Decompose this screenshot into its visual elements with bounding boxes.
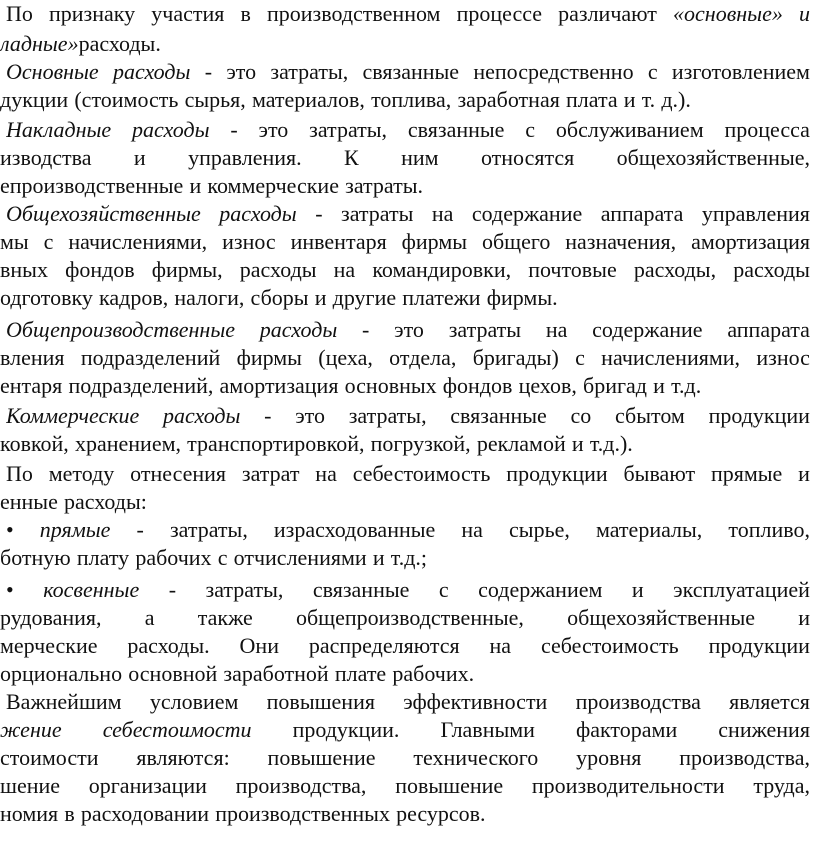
word: топливо, <box>728 517 810 542</box>
word: производительности <box>531 773 725 798</box>
italic-term: расходы <box>219 201 297 226</box>
word: также <box>197 605 253 630</box>
word: продукции <box>708 633 810 658</box>
word: Главными <box>440 717 535 742</box>
word: на <box>431 201 454 226</box>
word: затраты, <box>205 577 284 602</box>
word: затрат <box>241 461 300 486</box>
word: стоимости <box>0 745 99 770</box>
word: условием <box>149 689 239 714</box>
word: бригады) <box>472 345 559 370</box>
word: процессе <box>456 1 543 26</box>
word: и <box>631 577 644 602</box>
word: расходы. <box>78 31 161 56</box>
word: это <box>226 59 257 84</box>
word: производственных <box>215 801 390 826</box>
word: затраты, <box>270 59 349 84</box>
word: и <box>314 285 327 310</box>
word: подразделений <box>80 345 221 370</box>
word: и <box>798 461 810 486</box>
word: производства <box>575 689 701 714</box>
word: почтовые <box>528 257 617 282</box>
word: затраты <box>448 317 522 342</box>
italic-term: косвенные <box>43 577 140 602</box>
word: сбытом <box>615 403 685 428</box>
word: связанные <box>407 117 505 142</box>
word: снижения <box>718 717 810 742</box>
word: труда, <box>753 773 810 798</box>
word: расходы <box>239 257 317 282</box>
text-line <box>0 632 810 660</box>
word: - <box>168 577 177 602</box>
word: затраты, <box>169 517 248 542</box>
text-line <box>0 772 810 800</box>
word: производства, <box>235 773 367 798</box>
word: вления <box>0 345 65 370</box>
word: связанные <box>450 403 547 428</box>
word: непосредственно <box>473 59 634 84</box>
word: продукции. <box>292 717 400 742</box>
word: продукции <box>708 403 810 428</box>
word: плату <box>76 545 130 570</box>
word: назначения, <box>565 229 677 254</box>
word: и <box>798 605 810 630</box>
text-line <box>0 604 810 632</box>
word: дукции <box>0 87 69 112</box>
word: уровня <box>576 745 642 770</box>
word: командировки, <box>372 257 512 282</box>
word: затраты <box>341 201 414 226</box>
italic-term: расходы <box>112 59 191 84</box>
word: затраты. <box>345 173 423 198</box>
word: это <box>295 403 325 428</box>
word: на <box>333 257 356 282</box>
word: хранением, <box>74 431 182 456</box>
word: начислениями, <box>68 229 208 254</box>
word: затраты, <box>309 117 388 142</box>
word: различают <box>558 1 657 26</box>
word: (стоимость <box>74 87 179 112</box>
word: сырья, <box>184 87 246 112</box>
word: отнесения <box>130 461 227 486</box>
word: а <box>144 605 155 630</box>
word: производственном <box>266 1 441 26</box>
word: отчислениями <box>233 545 367 570</box>
word: в <box>240 1 251 26</box>
word: методу <box>48 461 115 486</box>
italic-term: Общепроизводственные <box>6 317 236 342</box>
word: на <box>489 633 512 658</box>
word: - <box>315 201 323 226</box>
text-line <box>0 660 474 688</box>
word: плате <box>334 661 387 686</box>
text-line <box>6 200 810 228</box>
word: факторами <box>576 717 678 742</box>
word: содержание <box>592 317 703 342</box>
word: расходы. <box>127 633 210 658</box>
word: общепроизводственные, <box>295 605 524 630</box>
word: повышение <box>267 745 376 770</box>
word: расходы, <box>633 257 717 282</box>
italic-term: прямые <box>39 517 111 542</box>
italic-term: Коммерческие <box>6 403 140 428</box>
word: рекламой <box>476 431 566 456</box>
word: мы <box>0 229 29 254</box>
word: организации <box>88 773 207 798</box>
word: топлива, <box>371 87 452 112</box>
word: платежи <box>402 285 481 310</box>
text-line <box>0 86 691 114</box>
word: бывают <box>623 461 696 486</box>
word: фирмы. <box>486 285 558 310</box>
text-line <box>0 30 161 58</box>
word: налоги, <box>174 285 245 310</box>
text-line <box>0 800 486 828</box>
italic-term: расходы <box>132 117 210 142</box>
word: изводства <box>0 145 92 170</box>
word: с <box>43 229 54 254</box>
word: обслуживанием <box>555 117 704 142</box>
text-line <box>0 372 701 400</box>
word: продукции <box>506 461 608 486</box>
word: на <box>315 461 337 486</box>
text-line <box>0 344 810 372</box>
word: и <box>571 431 584 456</box>
word: заработная <box>457 87 560 112</box>
italic-term: расходы <box>259 317 338 342</box>
word: со <box>570 403 592 428</box>
word: являются: <box>136 745 230 770</box>
word: По <box>6 461 33 486</box>
word: орционально <box>0 661 123 686</box>
word: амортизация <box>691 229 810 254</box>
word: в <box>64 801 75 826</box>
text-line <box>0 716 810 744</box>
word: фирмы, <box>151 257 223 282</box>
word: другие <box>332 285 397 310</box>
word: общехозяйственные <box>567 605 755 630</box>
word: Они <box>239 633 279 658</box>
word: процесса <box>724 117 810 142</box>
word: это <box>258 117 289 142</box>
word: т.д. <box>671 373 702 398</box>
word: с <box>575 345 585 370</box>
word: и <box>653 373 665 398</box>
word: основных <box>344 373 437 398</box>
word: связанные <box>362 59 460 84</box>
word: мерческие <box>0 633 98 658</box>
word: ним <box>401 145 439 170</box>
text-line <box>0 228 810 256</box>
word: фондов <box>65 257 135 282</box>
text-line <box>0 172 423 200</box>
word: коммерческие <box>207 173 339 198</box>
italic-term: и <box>798 1 810 26</box>
text-line <box>0 256 810 284</box>
word: одготовку <box>0 285 93 310</box>
word: износ <box>222 229 276 254</box>
word: износ <box>756 345 810 370</box>
word: енные <box>0 489 58 514</box>
word: начислениями, <box>601 345 741 370</box>
word: заработной <box>223 661 329 686</box>
word: амортизация <box>219 373 339 398</box>
word: К <box>344 145 359 170</box>
word: транспортировкой, <box>187 431 365 456</box>
word: ботную <box>0 545 71 570</box>
word: на <box>461 517 483 542</box>
word: израсходованные <box>273 517 436 542</box>
word: связанные <box>312 577 410 602</box>
word: материалов, <box>251 87 365 112</box>
word: производства, <box>679 745 810 770</box>
word: кадров, <box>99 285 169 310</box>
word: фирмы <box>236 345 302 370</box>
text-line <box>0 544 427 572</box>
word: содержанием <box>478 577 603 602</box>
word: материалы, <box>595 517 703 542</box>
word: номия <box>0 801 59 826</box>
text-line <box>0 744 810 772</box>
word: рудования, <box>0 605 102 630</box>
word: является <box>729 689 810 714</box>
text-line <box>6 460 810 488</box>
word: общехозяйственные, <box>616 145 810 170</box>
word: • <box>6 517 14 542</box>
text-line <box>6 516 810 544</box>
text-line <box>0 430 633 458</box>
text-line <box>6 402 810 430</box>
word: с <box>217 545 228 570</box>
word: это <box>394 317 424 342</box>
word: аппарата <box>727 317 810 342</box>
word: распределяются <box>308 633 460 658</box>
word: основной <box>128 661 218 686</box>
italic-term: себестоимости <box>102 717 252 742</box>
text-line <box>6 116 810 144</box>
word: погрузкой, <box>370 431 471 456</box>
word: эффективности <box>403 689 548 714</box>
word: на <box>545 317 568 342</box>
word: т. <box>641 87 656 112</box>
italic-term: ладные» <box>0 31 79 56</box>
word: управления <box>701 201 810 226</box>
word: плата <box>566 87 618 112</box>
text-line <box>6 688 810 716</box>
italic-term: Общехозяйственные <box>6 201 201 226</box>
word: сборы <box>250 285 309 310</box>
word: инвентаря <box>290 229 387 254</box>
text-line <box>6 0 810 28</box>
word: По <box>6 1 33 26</box>
text-line <box>0 284 558 312</box>
word: сырье, <box>509 517 570 542</box>
word: вных <box>0 257 48 282</box>
italic-term: Основные <box>6 59 99 84</box>
word: - <box>230 117 238 142</box>
text-line <box>6 576 810 604</box>
italic-term: жение <box>0 717 62 742</box>
word: т.д.; <box>390 545 428 570</box>
word: рабочих <box>135 545 212 570</box>
word: Важнейшим <box>6 689 122 714</box>
text-line <box>0 488 147 516</box>
word: с <box>647 59 658 84</box>
italic-term: расходы <box>163 403 241 428</box>
word: отдела, <box>389 345 457 370</box>
word: - <box>136 517 144 542</box>
word: - <box>204 59 213 84</box>
word: изготовлением <box>671 59 810 84</box>
word: повышение <box>395 773 504 798</box>
word: эксплуатацией <box>673 577 810 602</box>
word: и <box>372 545 385 570</box>
word: цехов, <box>518 373 577 398</box>
word: затраты, <box>348 403 427 428</box>
word: себестоимость <box>352 461 491 486</box>
word: с <box>525 117 536 142</box>
word: епроизводственные <box>0 173 184 198</box>
word: и <box>623 87 636 112</box>
word: с <box>438 577 449 602</box>
italic-term: «основные» <box>673 1 783 26</box>
word: (цеха, <box>318 345 373 370</box>
word: расходовании <box>80 801 210 826</box>
word: шение <box>0 773 61 798</box>
text-line <box>0 144 810 172</box>
word: д.). <box>661 87 691 112</box>
word: фирмы <box>401 229 468 254</box>
word: признаку <box>49 1 136 26</box>
word: ковкой, <box>0 431 69 456</box>
italic-term: Накладные <box>6 117 112 142</box>
word: бригад <box>583 373 647 398</box>
word: подразделений, <box>68 373 214 398</box>
word: себестоимость <box>540 633 679 658</box>
word: и <box>189 173 202 198</box>
word: и <box>133 145 146 170</box>
word: общего <box>481 229 551 254</box>
word: - <box>362 317 370 342</box>
word: относятся <box>480 145 575 170</box>
word: аппарата <box>600 201 684 226</box>
word: расходы: <box>64 489 147 514</box>
word: рабочих. <box>392 661 475 686</box>
word: технического <box>413 745 539 770</box>
word: содержание <box>471 201 583 226</box>
word: т.д.). <box>589 431 633 456</box>
word: управления. <box>188 145 302 170</box>
word: фондов <box>442 373 513 398</box>
word: повышения <box>266 689 375 714</box>
word: - <box>264 403 272 428</box>
word: прямые <box>710 461 783 486</box>
word: расходы <box>733 257 810 282</box>
word: участия <box>151 1 225 26</box>
word: • <box>6 577 14 602</box>
text-line <box>6 316 810 344</box>
word: ентаря <box>0 373 63 398</box>
word: ресурсов. <box>396 801 486 826</box>
text-line <box>6 58 810 86</box>
